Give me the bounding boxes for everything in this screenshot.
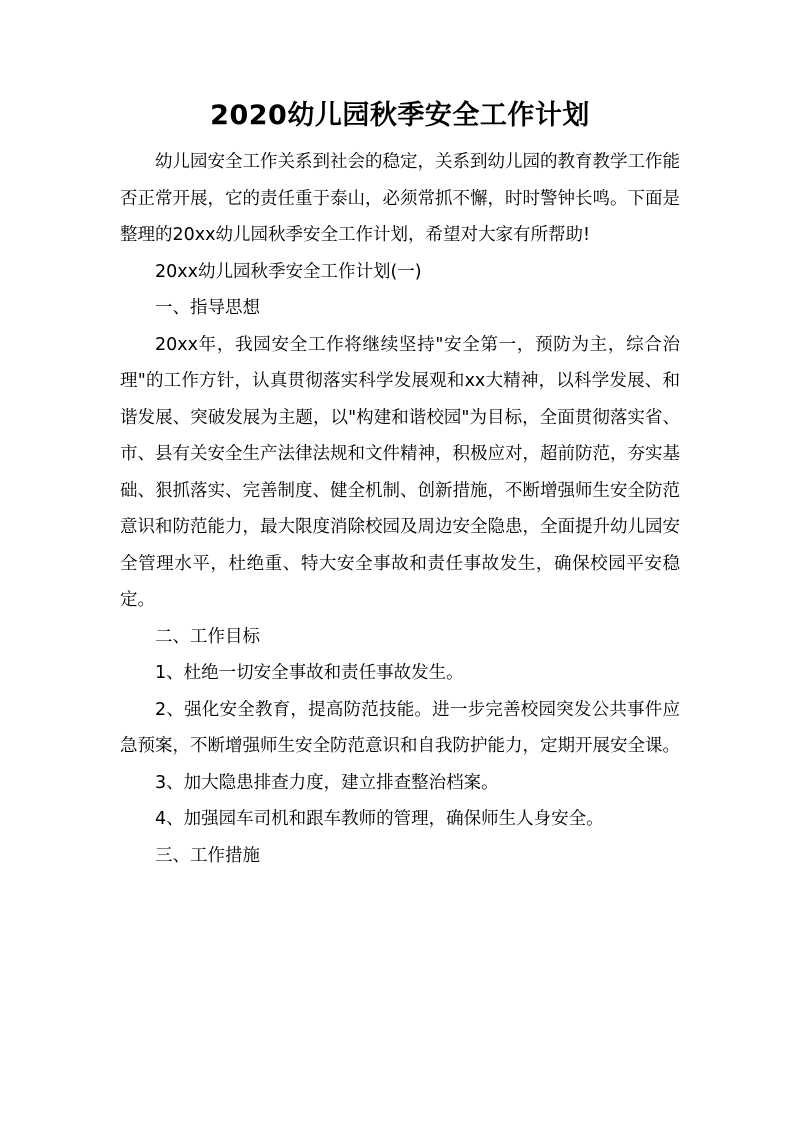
document-page	[120, 96, 680, 874]
goal-item-1: 1、杜绝一切安全事故和责任事故发生。	[155, 663, 464, 683]
plan-heading: 20xx幼儿园秋季安全工作计划(一)	[155, 261, 422, 282]
section-heading-guiding-ideology: 一、指导思想	[155, 298, 260, 318]
section-heading-work-goals: 二、工作目标	[155, 626, 260, 647]
intro-paragraph: 幼儿园安全工作关系到社会的稳定，关系到幼儿园的教育教学工作能否正常开展，它的责任重于泰山，必须常抓不懈，时时警钟长鸣。下面是整理的20xx幼儿园秋季安全工作计划，希望对大家有所帮助!	[120, 152, 680, 245]
section-heading-work-measures: 三、工作措施	[155, 845, 260, 866]
goal-item-4: 4、加强园车司机和跟车教师的管理，确保师生人身安全。	[155, 809, 604, 829]
guiding-ideology-paragraph: 20xx年，我园安全工作将继续坚持"安全第一，预防为主，综合治理"的工作方针，认真贯彻落实科学发展观和xx大精神，以科学发展、和谐发展、突破发展为主题，以"构建和谐校园"为目标，全面贯彻落实省、市、县有关安全生产法律法规和文件精神，积极应对，超前防范，夯实基础、狠抓落实、完善制度、健全机制、创新措施，不断增强师生安全防范意识和防范能力，最大限度消除校园及周边安全隐患，全面提升幼儿园安全管理水平，杜绝重、特大安全事故和责任事故发生，确保校园平安稳定。	[120, 334, 680, 610]
document-title: 2020幼儿园秋季安全工作计划	[210, 100, 590, 131]
goal-item-3: 3、加大隐患排查力度，建立排查整治档案。	[155, 772, 499, 793]
goal-item-2: 2、强化安全教育，提高防范技能。进一步完善校园突发公共事件应急预案，不断增强师生安全防范意识和自我防护能力，定期开展安全课。	[120, 699, 680, 756]
